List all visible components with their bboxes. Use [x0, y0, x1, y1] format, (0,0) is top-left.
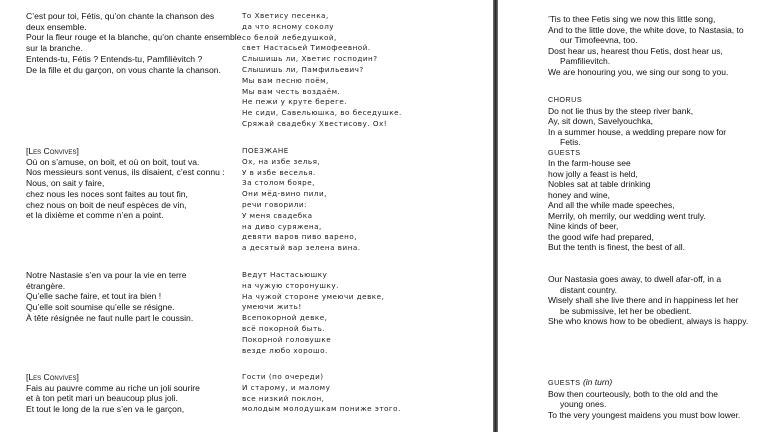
text-line: все низкий поклон, — [242, 393, 325, 403]
english-stanza-4 — [548, 377, 758, 420]
text-line: Nobles sat at table drinking — [548, 179, 651, 189]
text-line: со белой лебедушкой, — [242, 32, 337, 42]
text-line: Our Nastasia goes away, to dwell afar-off, in a — [548, 274, 722, 284]
text-line: И старому, и малому — [242, 382, 331, 392]
speaker-heading: [Les Convives] — [26, 146, 79, 156]
text-line: young ones. — [560, 399, 607, 409]
text-line: Notre Nastasie s’en va pour la vie en terre — [26, 270, 187, 280]
text-line: Pamfilievitch. — [560, 56, 611, 66]
text-line: Bow then courteously, both to the old and the — [548, 388, 718, 399]
text-line: Nous, on sait y faire, — [26, 178, 105, 189]
text-line: ’Tis to thee Fetis sing we now this little song, — [548, 14, 716, 24]
text-line: Où on s’amuse, on boit, et où on boit, tout va. — [26, 156, 200, 167]
text-line: Слышишь ли, Хветис господин? — [242, 54, 378, 64]
text-line: sur la branche. — [26, 43, 83, 54]
speaker-heading: CHORUS — [548, 95, 583, 104]
text-line: chez nous les noces sont faites au tout fin, — [26, 188, 188, 199]
text-line: Ay, sit down, Savelyouchka, — [548, 116, 654, 126]
speaker-heading — [548, 377, 758, 389]
text-line: the good wife had prepared, — [548, 231, 654, 242]
text-line: honey and wine, — [548, 189, 610, 200]
stage-direction: (in turn) — [582, 377, 613, 387]
english-stanza-3 — [548, 274, 758, 327]
text-line: всё покорной быть. — [242, 323, 326, 333]
french-stanza-4 — [26, 372, 226, 415]
text-line: Сряжай свадебку Хвестисову. Ох! — [242, 118, 388, 128]
text-line: везде любо хорошо. — [242, 345, 328, 355]
text-line: У в избе веселья. — [242, 167, 316, 177]
text-line: Fais au pauvre comme au riche un joli sourire — [26, 382, 200, 393]
text-line: À tête résignée ne faut nulle part le coussin. — [26, 312, 194, 323]
text-line: And to the little dove, the white dove, to Nastasia, to — [548, 24, 744, 35]
text-line: et la dixième et comme n’en a point. — [26, 210, 164, 221]
text-line: chez nous on boit de neuf espèces de vin, — [26, 199, 187, 210]
speaker-heading: GUESTS — [548, 147, 581, 157]
right-page — [498, 0, 762, 432]
text-line: And all the while made speeches, — [548, 200, 675, 210]
text-line: Qu’elle sache faire, et tout ira bien ! — [26, 291, 162, 302]
text-line: De la fille et du garçon, on vous chante la chanson. — [26, 64, 221, 75]
text-line: свет Настасьей Тимофеевной. — [242, 43, 371, 53]
text-line: Do not lie thus by the steep river bank, — [548, 105, 694, 116]
text-line: Они мёд-вино пили, — [242, 189, 327, 199]
text-line: Qu’elle soit soumise qu’elle se résigne. — [26, 302, 175, 313]
text-line: У меня свадебка — [242, 210, 313, 220]
text-line: our Timofeevna, too. — [560, 35, 638, 45]
text-line: Покорной головушке — [242, 334, 332, 344]
text-line: Entends-tu, Fétis ? Entends-tu, Pamfilièvitch ? — [26, 53, 203, 64]
text-line: Ох, на избе зелья, — [242, 156, 321, 166]
text-line: То Хветису песенка, — [242, 11, 329, 20]
text-line: Et tout le long de la rue s’en va le garçon, — [26, 404, 185, 415]
text-line: на чужую сторонушку. — [242, 280, 339, 290]
text-line: deux ensemble. — [26, 21, 87, 32]
text-line: Wisely shall she live there and in happiness let her — [548, 295, 739, 305]
text-line: За столом бояре, — [242, 178, 315, 188]
russian-stanza-4 — [242, 372, 442, 415]
text-line: девяти варов пиво варено, — [242, 232, 358, 242]
speaker-heading: Гости (по очереди) — [242, 372, 324, 381]
speaker-name: GUESTS — [548, 378, 581, 387]
french-stanza-3 — [26, 270, 226, 324]
text-line: речи говорили: — [242, 199, 307, 209]
text-line: C’est pour toi, Fétis, qu’on chante la chanson des — [26, 11, 215, 21]
text-line: Merrily, oh merrily, our wedding went truly. — [548, 210, 706, 221]
russian-stanza-2 — [242, 146, 442, 254]
speaker-heading: ПОЕЗЖАНЕ — [242, 146, 289, 155]
english-chorus — [548, 95, 758, 253]
text-line: умеючи жить! — [242, 302, 302, 312]
text-line: distant country. — [560, 284, 618, 295]
text-line: Слышишь ли, Памфильевич? — [242, 64, 364, 74]
text-line: Не пежи у круте береге. — [242, 97, 348, 107]
text-line: на диво суряжена, — [242, 221, 322, 231]
text-line: be submissive, let her be obedient. — [560, 305, 692, 316]
text-line: Pour la fleur rouge et la blanche, qu’on chante ensemble — [26, 32, 242, 43]
russian-stanza-1 — [242, 11, 442, 130]
french-stanza-2 — [26, 146, 226, 221]
text-line: We are honouring you, we sing our song to you. — [548, 66, 729, 77]
text-line: На чужой стороне умеючи девке, — [242, 291, 385, 301]
text-line: Всепокорной девке, — [242, 313, 328, 323]
speaker-heading: [Les Convives] — [26, 372, 79, 382]
text-line: Мы вам песню поём, — [242, 75, 329, 85]
text-line: et à ton petit mari un beaucoup plus joli. — [26, 393, 178, 404]
text-line: Fetis. — [560, 137, 581, 147]
text-line: да что ясному соколу — [242, 21, 335, 31]
text-line: In a summer house, a wedding prepare now for — [548, 126, 727, 137]
text-line: Nine kinds of beer, — [548, 221, 619, 231]
text-line: Dost hear us, hearest thou Fetis, dost hear us, — [548, 45, 723, 56]
text-line: Ведут Настасьюшку — [242, 270, 328, 279]
english-stanza-1 — [548, 14, 758, 77]
russian-stanza-3 — [242, 270, 442, 356]
text-line: Мы вам честь воздаём. — [242, 86, 341, 96]
text-line: But the tenth is finest, the best of all. — [548, 242, 686, 252]
french-stanza-1 — [26, 11, 242, 75]
text-line: Nos messieurs sont venus, ils disaient, c’est connu : — [26, 167, 225, 178]
text-line: а десятый вар зелена вина. — [242, 243, 361, 253]
text-line: To the very youngest maidens you must bow lower. — [548, 409, 741, 420]
text-line: In the farm-house see — [548, 158, 631, 168]
text-line: She who knows how to be obedient, always is happy. — [548, 316, 749, 326]
text-line: étrangère. — [26, 280, 66, 291]
text-line: молодым молодушкам пониже этого. — [242, 404, 401, 414]
text-line: how jolly a feast is held, — [548, 168, 638, 179]
text-line: Не сиди, Савельюшка, во беседушке. — [242, 108, 402, 118]
